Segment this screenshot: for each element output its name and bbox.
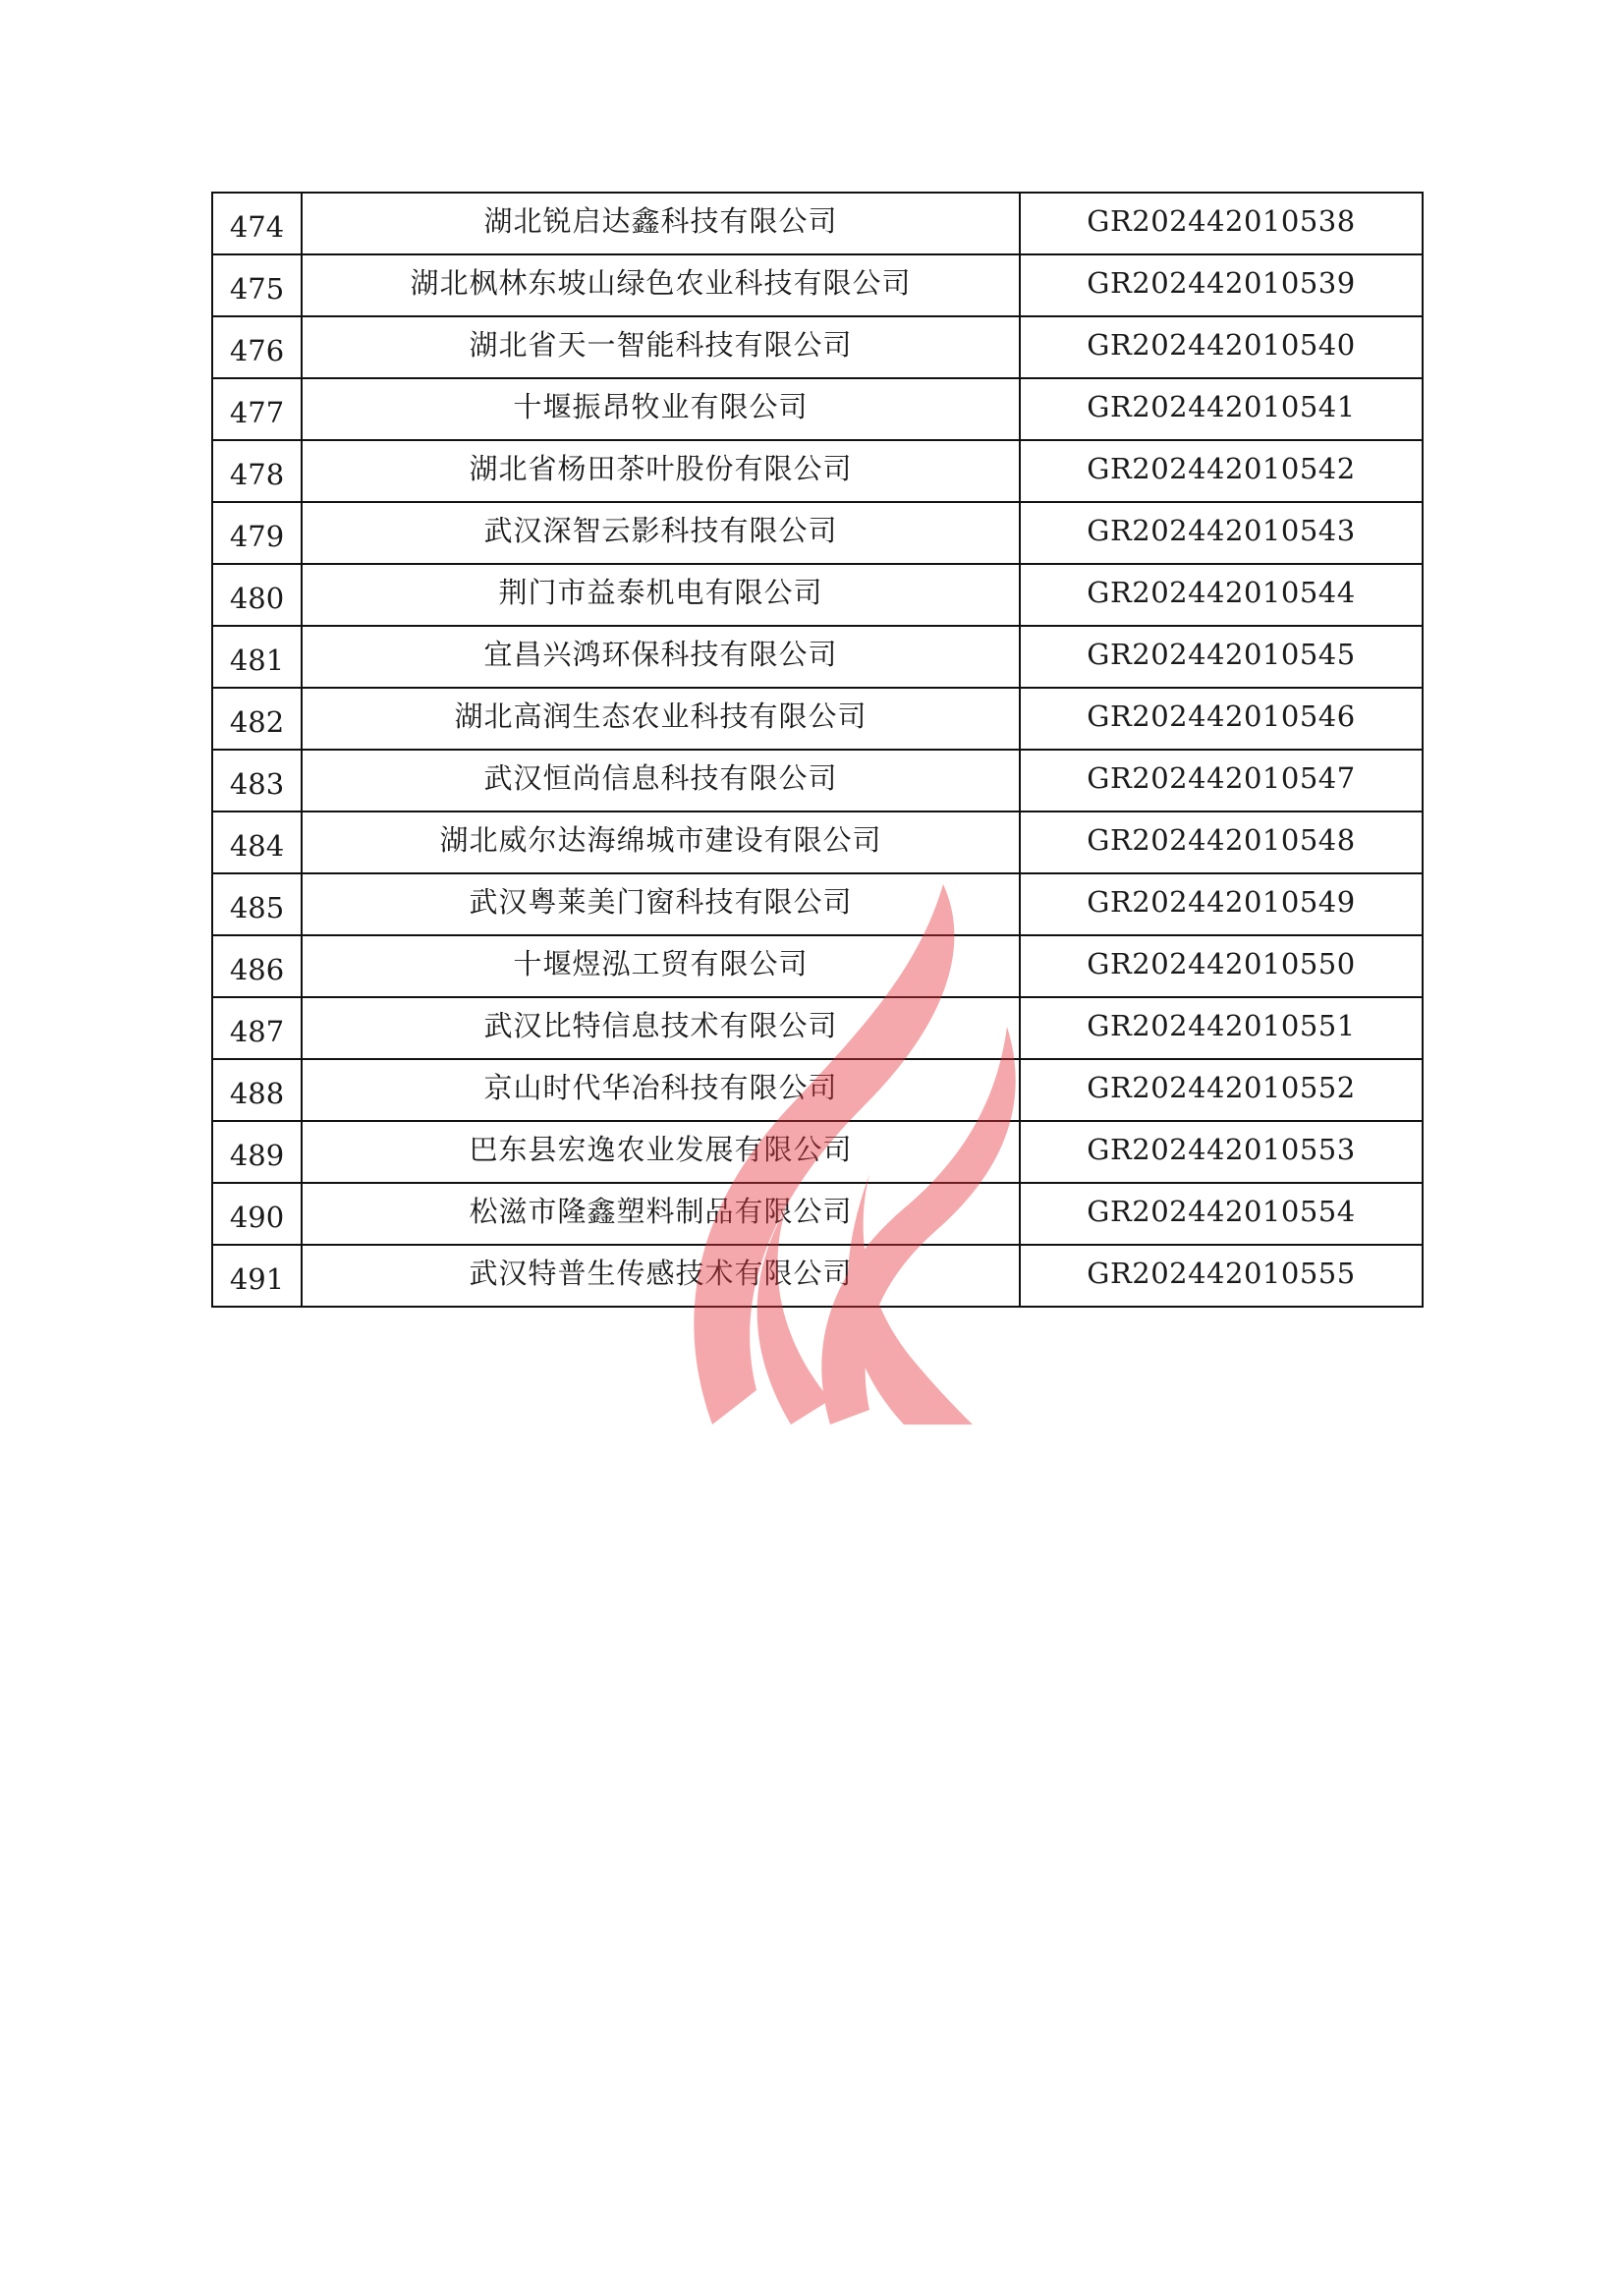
- certificate-code-cell: [1020, 688, 1423, 750]
- company-name-text: 湖北省杨田茶叶股份有限公司: [469, 452, 853, 485]
- row-number-text: 479: [229, 520, 285, 553]
- company-name-text: 武汉恒尚信息科技有限公司: [483, 761, 838, 795]
- certificate-code-text: GR202442010540: [1087, 328, 1356, 362]
- enterprise-list-table: [211, 192, 1424, 1308]
- row-number-text: 480: [229, 582, 285, 615]
- row-number-text: 490: [229, 1201, 285, 1234]
- certificate-code-text: GR202442010547: [1087, 761, 1356, 795]
- row-number-text: 477: [229, 396, 285, 429]
- certificate-code-text: GR202442010549: [1087, 885, 1356, 919]
- table-row: [212, 193, 1423, 254]
- certificate-code-text: GR202442010552: [1087, 1071, 1356, 1104]
- row-number-cell: [212, 1059, 302, 1121]
- row-number-text: 482: [229, 705, 285, 739]
- company-name-text: 湖北锐启达鑫科技有限公司: [483, 204, 838, 238]
- table-row: [212, 626, 1423, 688]
- certificate-code-cell: [1020, 812, 1423, 873]
- company-name-cell: [302, 873, 1020, 935]
- certificate-code-cell: [1020, 564, 1423, 626]
- table-row: [212, 812, 1423, 873]
- certificate-code-cell: [1020, 316, 1423, 378]
- company-name-cell: [302, 750, 1020, 812]
- certificate-code-cell: [1020, 1059, 1423, 1121]
- company-name-text: 湖北威尔达海绵城市建设有限公司: [439, 823, 882, 857]
- certificate-code-text: GR202442010543: [1087, 514, 1356, 547]
- company-name-text: 湖北省天一智能科技有限公司: [469, 328, 853, 362]
- row-number-cell: [212, 378, 302, 440]
- table-row: [212, 440, 1423, 502]
- certificate-code-cell: [1020, 193, 1423, 254]
- company-name-text: 武汉特普生传感技术有限公司: [469, 1257, 853, 1290]
- company-name-text: 湖北高润生态农业科技有限公司: [454, 700, 868, 733]
- row-number-text: 486: [229, 953, 285, 986]
- certificate-code-text: GR202442010548: [1087, 823, 1356, 857]
- company-name-text: 十堰煜泓工贸有限公司: [513, 947, 809, 980]
- certificate-code-text: GR202442010555: [1087, 1257, 1356, 1290]
- company-name-cell: [302, 316, 1020, 378]
- table-row: [212, 1121, 1423, 1183]
- company-name-cell: [302, 626, 1020, 688]
- row-number-cell: [212, 1121, 302, 1183]
- certificate-code-cell: [1020, 378, 1423, 440]
- company-name-text: 松滋市隆鑫塑料制品有限公司: [469, 1195, 853, 1228]
- table-row: [212, 873, 1423, 935]
- company-name-cell: [302, 812, 1020, 873]
- row-number-cell: [212, 440, 302, 502]
- table-row: [212, 564, 1423, 626]
- company-name-cell: [302, 997, 1020, 1059]
- certificate-code-text: GR202442010538: [1087, 204, 1356, 238]
- row-number-cell: [212, 564, 302, 626]
- row-number-cell: [212, 626, 302, 688]
- certificate-code-text: GR202442010541: [1087, 390, 1356, 423]
- table-row: [212, 688, 1423, 750]
- certificate-code-cell: [1020, 873, 1423, 935]
- certificate-code-text: GR202442010546: [1087, 700, 1356, 733]
- row-number-text: 474: [229, 210, 285, 244]
- row-number-cell: [212, 316, 302, 378]
- row-number-cell: [212, 1183, 302, 1245]
- company-name-cell: [302, 1183, 1020, 1245]
- row-number-cell: [212, 502, 302, 564]
- row-number-text: 484: [229, 829, 285, 863]
- row-number-text: 475: [229, 272, 285, 306]
- row-number-text: 481: [229, 644, 285, 677]
- company-name-cell: [302, 440, 1020, 502]
- row-number-text: 485: [229, 891, 285, 924]
- table-row: [212, 1245, 1423, 1307]
- row-number-cell: [212, 935, 302, 997]
- certificate-code-cell: [1020, 1121, 1423, 1183]
- row-number-cell: [212, 873, 302, 935]
- table-row: [212, 997, 1423, 1059]
- certificate-code-text: GR202442010544: [1087, 576, 1356, 609]
- company-name-text: 武汉粤莱美门窗科技有限公司: [469, 885, 853, 919]
- row-number-cell: [212, 750, 302, 812]
- company-name-cell: [302, 688, 1020, 750]
- certificate-code-text: GR202442010550: [1087, 947, 1356, 980]
- certificate-code-cell: [1020, 935, 1423, 997]
- certificate-code-cell: [1020, 440, 1423, 502]
- certificate-code-cell: [1020, 254, 1423, 316]
- certificate-code-text: GR202442010551: [1087, 1009, 1356, 1042]
- certificate-code-text: GR202442010554: [1087, 1195, 1356, 1228]
- certificate-code-text: GR202442010542: [1087, 452, 1356, 485]
- table-row: [212, 502, 1423, 564]
- table-row: [212, 750, 1423, 812]
- row-number-cell: [212, 812, 302, 873]
- company-name-text: 荆门市益泰机电有限公司: [498, 576, 823, 609]
- company-name-text: 十堰振昂牧业有限公司: [513, 390, 809, 423]
- certificate-code-cell: [1020, 1183, 1423, 1245]
- company-name-text: 武汉比特信息技术有限公司: [483, 1009, 838, 1042]
- certificate-code-cell: [1020, 626, 1423, 688]
- certificate-code-cell: [1020, 997, 1423, 1059]
- certificate-code-text: GR202442010553: [1087, 1133, 1356, 1166]
- row-number-text: 488: [229, 1077, 285, 1110]
- company-name-text: 巴东县宏逸农业发展有限公司: [469, 1133, 853, 1166]
- company-name-cell: [302, 502, 1020, 564]
- company-name-text: 宜昌兴鸿环保科技有限公司: [483, 638, 838, 671]
- certificate-code-cell: [1020, 1245, 1423, 1307]
- table-row: [212, 378, 1423, 440]
- row-number-cell: [212, 1245, 302, 1307]
- company-name-cell: [302, 564, 1020, 626]
- company-name-text: 武汉深智云影科技有限公司: [483, 514, 838, 547]
- table-row: [212, 935, 1423, 997]
- row-number-text: 487: [229, 1015, 285, 1048]
- company-name-cell: [302, 1245, 1020, 1307]
- row-number-text: 483: [229, 767, 285, 801]
- table-row: [212, 316, 1423, 378]
- row-number-cell: [212, 254, 302, 316]
- company-name-text: 湖北枫林东坡山绿色农业科技有限公司: [410, 266, 912, 300]
- table-row: [212, 254, 1423, 316]
- table-row: [212, 1183, 1423, 1245]
- table-row: [212, 1059, 1423, 1121]
- company-name-cell: [302, 254, 1020, 316]
- company-name-cell: [302, 193, 1020, 254]
- table-body: [212, 193, 1423, 1307]
- row-number-cell: [212, 688, 302, 750]
- certificate-code-text: GR202442010539: [1087, 266, 1356, 300]
- company-name-cell: [302, 378, 1020, 440]
- row-number-text: 478: [229, 458, 285, 491]
- company-name-cell: [302, 935, 1020, 997]
- certificate-code-cell: [1020, 502, 1423, 564]
- row-number-text: 476: [229, 334, 285, 367]
- row-number-text: 491: [229, 1262, 285, 1296]
- row-number-cell: [212, 997, 302, 1059]
- company-name-text: 京山时代华冶科技有限公司: [483, 1071, 838, 1104]
- row-number-cell: [212, 193, 302, 254]
- certificate-code-cell: [1020, 750, 1423, 812]
- company-name-cell: [302, 1121, 1020, 1183]
- company-name-cell: [302, 1059, 1020, 1121]
- row-number-text: 489: [229, 1139, 285, 1172]
- certificate-code-text: GR202442010545: [1087, 638, 1356, 671]
